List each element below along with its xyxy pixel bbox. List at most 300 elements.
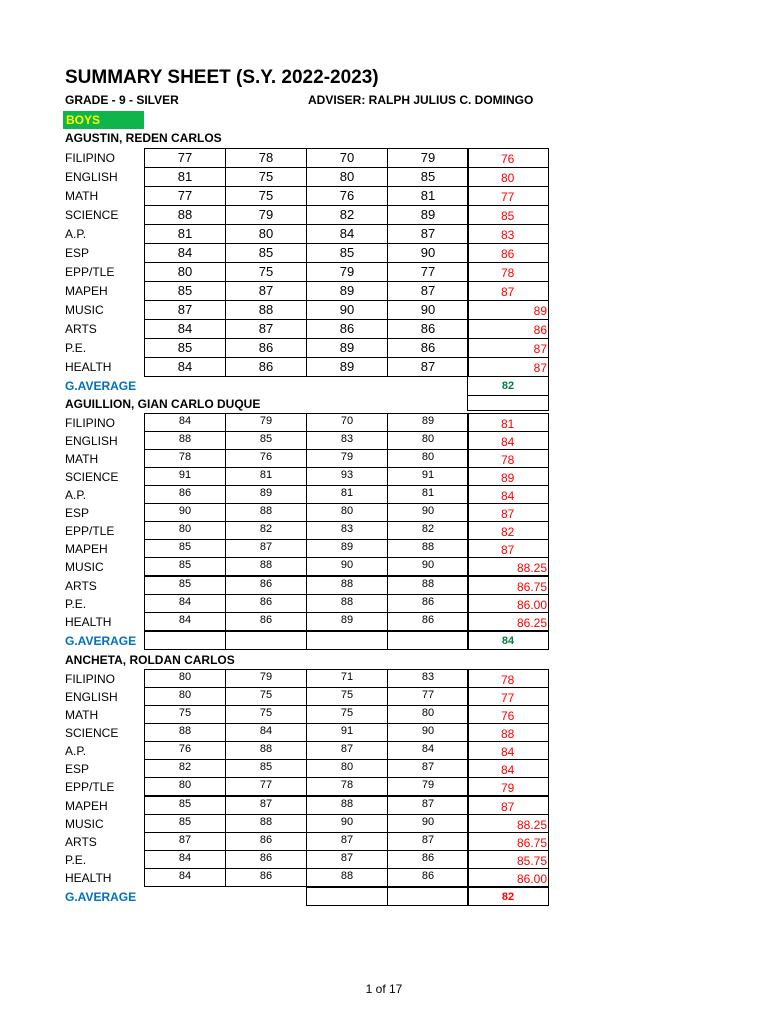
quarter-grade-value: 79 <box>259 671 273 683</box>
subject-label: MATH <box>65 452 99 466</box>
subject-label: ARTS <box>65 322 97 336</box>
final-grade-cell <box>467 687 549 706</box>
quarter-grade-cell <box>306 224 388 244</box>
page-title: SUMMARY SHEET (S.Y. 2022-2023) <box>65 67 379 88</box>
final-grade-value: 78 <box>501 266 515 280</box>
quarter-grade-cell <box>144 576 226 595</box>
empty-average-cell <box>306 887 388 906</box>
quarter-grade-cell <box>387 723 469 742</box>
quarter-grade-cell <box>225 449 307 468</box>
quarter-grade-cell <box>144 357 226 377</box>
quarter-grade-value: 85 <box>178 798 192 810</box>
quarter-grade-value: 88 <box>178 725 192 737</box>
quarter-grade-cell <box>306 850 388 869</box>
final-grade-value: 84 <box>501 745 515 759</box>
quarter-grade-value: 80 <box>340 505 354 517</box>
adviser-label: ADVISER: RALPH JULIUS C. DOMINGO <box>308 93 534 107</box>
quarter-grade-value: 88 <box>340 596 354 608</box>
final-grade-cell <box>467 431 549 450</box>
quarter-grade-value: 84 <box>178 870 192 882</box>
quarter-grade-cell <box>144 243 226 263</box>
final-grade-value: 78 <box>501 673 515 687</box>
subject-label: P.E. <box>65 597 87 611</box>
quarter-grade-value: 79 <box>259 415 273 427</box>
boys-section-badge: BOYS <box>63 111 144 129</box>
quarter-grade-cell <box>387 357 469 377</box>
quarter-grade-cell <box>306 741 388 760</box>
quarter-grade-cell <box>225 796 307 815</box>
quarter-grade-value: 87 <box>177 302 193 317</box>
final-grade-value: 87 <box>501 800 515 814</box>
quarter-grade-cell <box>144 186 226 206</box>
quarter-grade-cell <box>144 205 226 225</box>
quarter-grade-value: 86 <box>259 596 273 608</box>
quarter-grade-cell <box>306 669 388 688</box>
final-grade-cell <box>467 243 549 263</box>
quarter-grade-value: 79 <box>340 451 354 463</box>
quarter-grade-value: 87 <box>259 541 273 553</box>
quarter-grade-cell <box>144 262 226 282</box>
quarter-grade-value: 83 <box>340 433 354 445</box>
quarter-grade-value: 79 <box>420 150 436 165</box>
quarter-grade-value: 81 <box>421 487 435 499</box>
final-grade-cell <box>467 503 549 522</box>
quarter-grade-cell <box>387 186 469 206</box>
quarter-grade-cell <box>144 669 226 688</box>
quarter-grade-value: 70 <box>340 415 354 427</box>
final-grade-value: 76 <box>501 152 515 166</box>
quarter-grade-value: 87 <box>178 834 192 846</box>
quarter-grade-cell <box>144 431 226 450</box>
quarter-grade-value: 89 <box>340 614 354 626</box>
quarter-grade-value: 86 <box>259 852 273 864</box>
quarter-grade-cell <box>306 814 388 833</box>
general-average-label: G.AVERAGE <box>65 634 137 648</box>
quarter-grade-cell <box>306 467 388 486</box>
final-grade-cell <box>467 539 549 558</box>
quarter-grade-cell <box>387 594 469 613</box>
final-grade-cell <box>467 338 549 358</box>
quarter-grade-cell <box>144 777 226 796</box>
quarter-grade-cell <box>144 850 226 869</box>
quarter-grade-value: 86 <box>421 596 435 608</box>
final-grade-value: 84 <box>501 489 515 503</box>
general-average-value: 82 <box>501 380 515 392</box>
quarter-grade-value: 86 <box>259 578 273 590</box>
subject-label: EPP/TLE <box>65 780 115 794</box>
final-grade-cell <box>467 224 549 244</box>
quarter-grade-value: 90 <box>420 245 436 260</box>
spacer-cell <box>467 395 549 411</box>
general-average-cell <box>467 376 549 396</box>
quarter-grade-cell <box>144 449 226 468</box>
final-grade-cell <box>467 759 549 778</box>
quarter-grade-cell <box>144 539 226 558</box>
empty-average-cell <box>387 631 469 650</box>
quarter-grade-cell <box>225 319 307 339</box>
quarter-grade-cell <box>144 148 226 168</box>
quarter-grade-cell <box>387 449 469 468</box>
final-grade-cell <box>467 594 549 613</box>
final-grade-cell <box>467 741 549 760</box>
quarter-grade-cell <box>225 503 307 522</box>
quarter-grade-cell <box>225 576 307 595</box>
quarter-grade-cell <box>306 521 388 540</box>
final-grade-value: 85.75 <box>516 854 547 868</box>
quarter-grade-value: 76 <box>339 188 355 203</box>
quarter-grade-cell <box>387 281 469 301</box>
quarter-grade-value: 85 <box>420 169 436 184</box>
quarter-grade-cell <box>225 832 307 851</box>
final-grade-value: 88.25 <box>516 561 547 575</box>
quarter-grade-value: 88 <box>178 433 192 445</box>
quarter-grade-cell <box>387 832 469 851</box>
quarter-grade-value: 88 <box>259 816 273 828</box>
subject-label: FILIPINO <box>65 416 116 430</box>
final-grade-cell <box>467 300 549 320</box>
quarter-grade-value: 88 <box>340 870 354 882</box>
quarter-grade-value: 90 <box>339 302 355 317</box>
final-grade-cell <box>467 612 549 631</box>
quarter-grade-value: 75 <box>258 264 274 279</box>
quarter-grade-value: 80 <box>178 523 192 535</box>
quarter-grade-value: 78 <box>340 779 354 791</box>
subject-label: EPP/TLE <box>65 524 115 538</box>
quarter-grade-value: 84 <box>178 852 192 864</box>
empty-average-cell <box>144 631 226 650</box>
final-grade-value: 88.25 <box>516 818 547 832</box>
quarter-grade-cell <box>306 868 388 887</box>
quarter-grade-value: 75 <box>258 188 274 203</box>
quarter-grade-cell <box>306 281 388 301</box>
quarter-grade-value: 87 <box>258 321 274 336</box>
quarter-grade-value: 88 <box>340 798 354 810</box>
quarter-grade-value: 86 <box>420 321 436 336</box>
quarter-grade-cell <box>387 612 469 631</box>
subject-label: ESP <box>65 762 90 776</box>
quarter-grade-cell <box>144 319 226 339</box>
quarter-grade-cell <box>306 503 388 522</box>
quarter-grade-cell <box>225 687 307 706</box>
quarter-grade-value: 84 <box>177 245 193 260</box>
quarter-grade-cell <box>144 687 226 706</box>
final-grade-cell <box>467 521 549 540</box>
subject-label: MATH <box>65 708 99 722</box>
quarter-grade-value: 75 <box>259 689 273 701</box>
final-grade-value: 86 <box>533 323 547 337</box>
quarter-grade-cell <box>387 850 469 869</box>
final-grade-value: 85 <box>501 209 515 223</box>
quarter-grade-value: 83 <box>340 523 354 535</box>
quarter-grade-cell <box>387 338 469 358</box>
page-number: 1 of 17 <box>365 982 403 996</box>
quarter-grade-cell <box>387 503 469 522</box>
quarter-grade-value: 80 <box>178 779 192 791</box>
subject-label: ENGLISH <box>65 690 118 704</box>
quarter-grade-cell <box>387 413 469 432</box>
empty-average-cell <box>387 887 469 906</box>
final-grade-cell <box>467 669 549 688</box>
quarter-grade-value: 76 <box>178 743 192 755</box>
subject-label: A.P. <box>65 744 87 758</box>
quarter-grade-value: 90 <box>340 816 354 828</box>
final-grade-cell <box>467 796 549 815</box>
quarter-grade-value: 77 <box>259 779 273 791</box>
quarter-grade-value: 86 <box>259 614 273 626</box>
final-grade-value: 89 <box>501 471 515 485</box>
quarter-grade-cell <box>306 796 388 815</box>
general-average-cell <box>467 631 549 650</box>
subject-label: A.P. <box>65 488 87 502</box>
quarter-grade-value: 70 <box>339 150 355 165</box>
quarter-grade-value: 81 <box>177 226 193 241</box>
general-average-value: 84 <box>501 635 515 647</box>
student-name: ANCHETA, ROLDAN CARLOS <box>65 653 235 667</box>
quarter-grade-value: 82 <box>421 523 435 535</box>
subject-label: MUSIC <box>65 817 104 831</box>
quarter-grade-value: 90 <box>421 559 435 571</box>
final-grade-cell <box>467 814 549 833</box>
quarter-grade-cell <box>225 224 307 244</box>
quarter-grade-cell <box>306 148 388 168</box>
final-grade-cell <box>467 868 549 887</box>
quarter-grade-value: 75 <box>258 169 274 184</box>
quarter-grade-cell <box>306 167 388 187</box>
subject-label: HEALTH <box>65 871 112 885</box>
quarter-grade-cell <box>387 148 469 168</box>
empty-average-cell <box>225 631 307 650</box>
subject-label: HEALTH <box>65 615 112 629</box>
quarter-grade-value: 90 <box>178 505 192 517</box>
quarter-grade-cell <box>387 777 469 796</box>
quarter-grade-value: 80 <box>421 707 435 719</box>
quarter-grade-cell <box>225 594 307 613</box>
quarter-grade-value: 88 <box>259 505 273 517</box>
quarter-grade-cell <box>306 687 388 706</box>
quarter-grade-cell <box>387 205 469 225</box>
final-grade-value: 87 <box>501 543 515 557</box>
quarter-grade-cell <box>144 338 226 358</box>
quarter-grade-value: 80 <box>421 433 435 445</box>
quarter-grade-cell <box>144 594 226 613</box>
quarter-grade-value: 84 <box>177 359 193 374</box>
quarter-grade-value: 90 <box>421 505 435 517</box>
student-name: AGUSTIN, REDEN CARLOS <box>65 131 222 145</box>
subject-label: MUSIC <box>65 303 104 317</box>
quarter-grade-cell <box>144 612 226 631</box>
subject-label: ARTS <box>65 835 97 849</box>
quarter-grade-value: 81 <box>259 469 273 481</box>
student-name: AGUILLION, GIAN CARLO DUQUE <box>65 397 261 411</box>
quarter-grade-value: 88 <box>259 559 273 571</box>
final-grade-value: 84 <box>501 435 515 449</box>
quarter-grade-value: 87 <box>421 834 435 846</box>
quarter-grade-cell <box>144 281 226 301</box>
quarter-grade-value: 80 <box>177 264 193 279</box>
general-average-label: G.AVERAGE <box>65 379 137 393</box>
quarter-grade-value: 77 <box>177 150 193 165</box>
quarter-grade-cell <box>144 796 226 815</box>
final-grade-value: 84 <box>501 763 515 777</box>
quarter-grade-cell <box>225 167 307 187</box>
subject-label: ARTS <box>65 579 97 593</box>
quarter-grade-cell <box>225 281 307 301</box>
quarter-grade-cell <box>225 669 307 688</box>
general-average-cell <box>467 887 549 906</box>
subject-label: ENGLISH <box>65 434 118 448</box>
final-grade-value: 80 <box>501 171 515 185</box>
general-average-value: 82 <box>501 891 515 903</box>
quarter-grade-cell <box>306 449 388 468</box>
quarter-grade-cell <box>225 612 307 631</box>
quarter-grade-cell <box>306 594 388 613</box>
quarter-grade-cell <box>144 868 226 887</box>
quarter-grade-value: 81 <box>177 169 193 184</box>
final-grade-cell <box>467 357 549 377</box>
quarter-grade-cell <box>306 777 388 796</box>
quarter-grade-cell <box>225 148 307 168</box>
quarter-grade-cell <box>387 741 469 760</box>
grade-section-label: GRADE - 9 - SILVER <box>65 93 179 107</box>
final-grade-cell <box>467 167 549 187</box>
quarter-grade-cell <box>306 723 388 742</box>
final-grade-cell <box>467 467 549 486</box>
subject-label: ESP <box>65 246 90 260</box>
final-grade-value: 76 <box>501 709 515 723</box>
quarter-grade-value: 88 <box>421 578 435 590</box>
quarter-grade-value: 85 <box>177 283 193 298</box>
quarter-grade-cell <box>306 205 388 225</box>
quarter-grade-value: 90 <box>420 302 436 317</box>
quarter-grade-value: 80 <box>421 451 435 463</box>
quarter-grade-value: 88 <box>259 743 273 755</box>
quarter-grade-cell <box>225 539 307 558</box>
quarter-grade-value: 84 <box>421 743 435 755</box>
quarter-grade-cell <box>225 521 307 540</box>
quarter-grade-value: 85 <box>259 761 273 773</box>
quarter-grade-value: 89 <box>339 340 355 355</box>
subject-label: MAPEH <box>65 799 108 813</box>
final-grade-cell <box>467 723 549 742</box>
quarter-grade-value: 85 <box>178 578 192 590</box>
quarter-grade-cell <box>225 557 307 576</box>
quarter-grade-cell <box>144 521 226 540</box>
quarter-grade-value: 84 <box>259 725 273 737</box>
quarter-grade-value: 87 <box>421 798 435 810</box>
quarter-grade-cell <box>144 741 226 760</box>
subject-label: FILIPINO <box>65 672 116 686</box>
quarter-grade-value: 86 <box>259 834 273 846</box>
quarter-grade-cell <box>387 539 469 558</box>
quarter-grade-cell <box>387 319 469 339</box>
quarter-grade-value: 87 <box>421 761 435 773</box>
quarter-grade-value: 81 <box>340 487 354 499</box>
quarter-grade-value: 87 <box>420 283 436 298</box>
quarter-grade-cell <box>144 413 226 432</box>
quarter-grade-cell <box>387 467 469 486</box>
quarter-grade-value: 75 <box>178 707 192 719</box>
final-grade-value: 86 <box>501 247 515 261</box>
quarter-grade-value: 75 <box>340 689 354 701</box>
quarter-grade-cell <box>225 723 307 742</box>
quarter-grade-cell <box>144 300 226 320</box>
quarter-grade-value: 76 <box>259 451 273 463</box>
quarter-grade-value: 87 <box>340 834 354 846</box>
final-grade-value: 79 <box>501 781 515 795</box>
quarter-grade-cell <box>387 300 469 320</box>
quarter-grade-value: 79 <box>258 207 274 222</box>
quarter-grade-cell <box>387 224 469 244</box>
final-grade-value: 86.00 <box>516 598 547 612</box>
empty-average-cell <box>306 631 388 650</box>
quarter-grade-value: 89 <box>340 541 354 553</box>
quarter-grade-value: 83 <box>421 671 435 683</box>
subject-label: EPP/TLE <box>65 265 115 279</box>
quarter-grade-cell <box>387 669 469 688</box>
subject-label: A.P. <box>65 227 87 241</box>
quarter-grade-cell <box>225 467 307 486</box>
quarter-grade-cell <box>306 557 388 576</box>
quarter-grade-cell <box>306 357 388 377</box>
quarter-grade-cell <box>387 485 469 504</box>
quarter-grade-value: 78 <box>258 150 274 165</box>
quarter-grade-cell <box>306 832 388 851</box>
quarter-grade-cell <box>225 850 307 869</box>
subject-label: HEALTH <box>65 360 112 374</box>
final-grade-value: 88 <box>501 727 515 741</box>
quarter-grade-cell <box>306 431 388 450</box>
quarter-grade-value: 85 <box>259 433 273 445</box>
quarter-grade-value: 89 <box>421 415 435 427</box>
quarter-grade-value: 84 <box>177 321 193 336</box>
quarter-grade-cell <box>387 576 469 595</box>
quarter-grade-value: 85 <box>177 340 193 355</box>
quarter-grade-cell <box>144 759 226 778</box>
final-grade-cell <box>467 186 549 206</box>
quarter-grade-cell <box>225 741 307 760</box>
quarter-grade-cell <box>225 300 307 320</box>
quarter-grade-value: 89 <box>339 283 355 298</box>
quarter-grade-cell <box>306 485 388 504</box>
quarter-grade-cell <box>225 205 307 225</box>
final-grade-value: 83 <box>501 228 515 242</box>
quarter-grade-cell <box>144 485 226 504</box>
quarter-grade-cell <box>225 262 307 282</box>
final-grade-value: 82 <box>501 525 515 539</box>
quarter-grade-cell <box>306 300 388 320</box>
quarter-grade-value: 93 <box>340 469 354 481</box>
quarter-grade-cell <box>306 319 388 339</box>
final-grade-value: 87 <box>501 285 515 299</box>
quarter-grade-value: 81 <box>420 188 436 203</box>
quarter-grade-cell <box>387 759 469 778</box>
final-grade-cell <box>467 449 549 468</box>
quarter-grade-value: 90 <box>421 725 435 737</box>
quarter-grade-value: 77 <box>177 188 193 203</box>
final-grade-value: 81 <box>501 417 515 431</box>
quarter-grade-value: 87 <box>340 852 354 864</box>
quarter-grade-value: 86 <box>421 870 435 882</box>
quarter-grade-value: 89 <box>339 359 355 374</box>
quarter-grade-cell <box>225 485 307 504</box>
quarter-grade-value: 80 <box>340 761 354 773</box>
quarter-grade-value: 85 <box>178 816 192 828</box>
quarter-grade-value: 87 <box>258 283 274 298</box>
quarter-grade-cell <box>144 814 226 833</box>
quarter-grade-cell <box>144 503 226 522</box>
quarter-grade-cell <box>144 832 226 851</box>
quarter-grade-cell <box>306 413 388 432</box>
